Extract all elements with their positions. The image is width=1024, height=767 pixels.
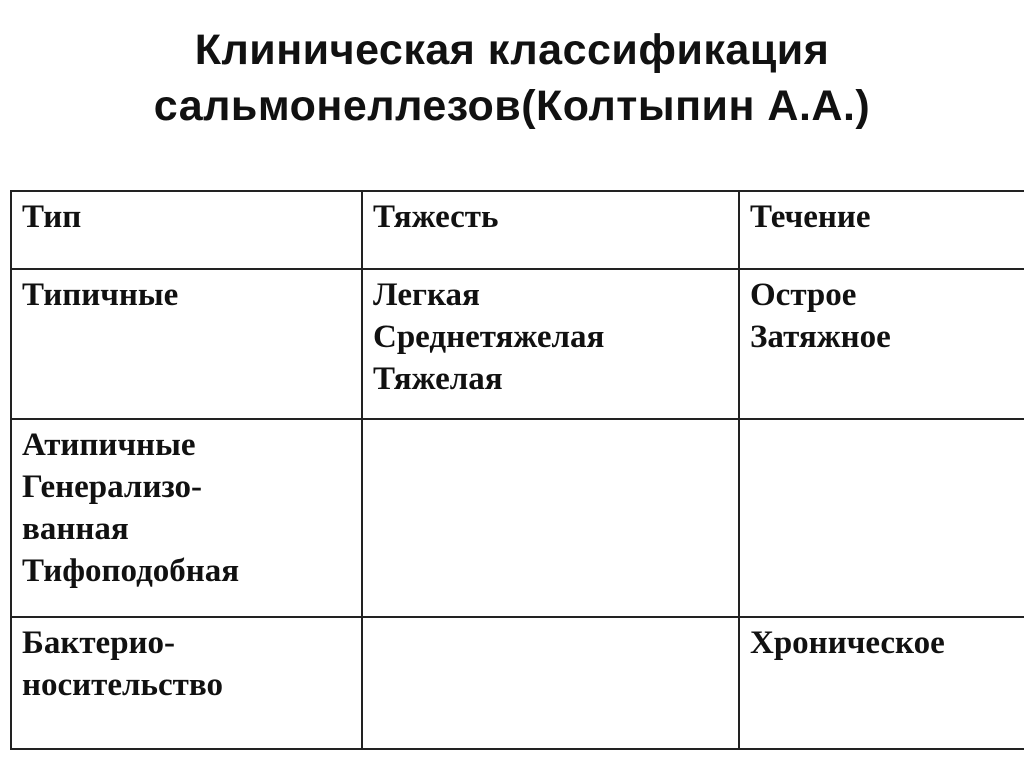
cell-severity <box>362 617 739 749</box>
cell-severity <box>362 269 739 419</box>
cell-course <box>739 419 1024 617</box>
classification-table <box>10 190 1024 750</box>
cell-type <box>11 419 362 617</box>
table-row <box>11 269 1024 419</box>
header-type: Тип <box>11 191 362 269</box>
cell-line: Типичные <box>22 277 179 313</box>
table-header-row <box>11 191 1024 269</box>
cell-line: носительство <box>22 667 223 703</box>
cell-line: Генерализо- <box>22 469 203 505</box>
cell-line: Хроническое <box>750 625 945 661</box>
cell-line: Среднетяжелая <box>373 319 605 355</box>
slide-title <box>0 22 1024 134</box>
header-course: Течение <box>739 191 1024 269</box>
cell-line: Бактерио- <box>22 625 176 661</box>
cell-line: Атипичные <box>22 427 196 463</box>
cell-line: Тяжелая <box>373 361 503 397</box>
cell-type <box>11 269 362 419</box>
cell-severity <box>362 419 739 617</box>
cell-course <box>739 617 1024 749</box>
slide-title-line-1: Клиническая классификация <box>194 26 830 74</box>
table-row <box>11 617 1024 749</box>
cell-line: ванная <box>22 511 129 547</box>
cell-type <box>11 617 362 749</box>
cell-line: Легкая <box>373 277 480 313</box>
cell-line: Острое <box>750 277 857 313</box>
cell-course <box>739 269 1024 419</box>
cell-line: Затяжное <box>750 319 891 355</box>
slide-title-line-2: сальмонеллезов(Колтыпин А.А.) <box>153 82 871 130</box>
cell-line: Тифоподобная <box>22 553 240 589</box>
table-row <box>11 419 1024 617</box>
header-severity: Тяжесть <box>362 191 739 269</box>
